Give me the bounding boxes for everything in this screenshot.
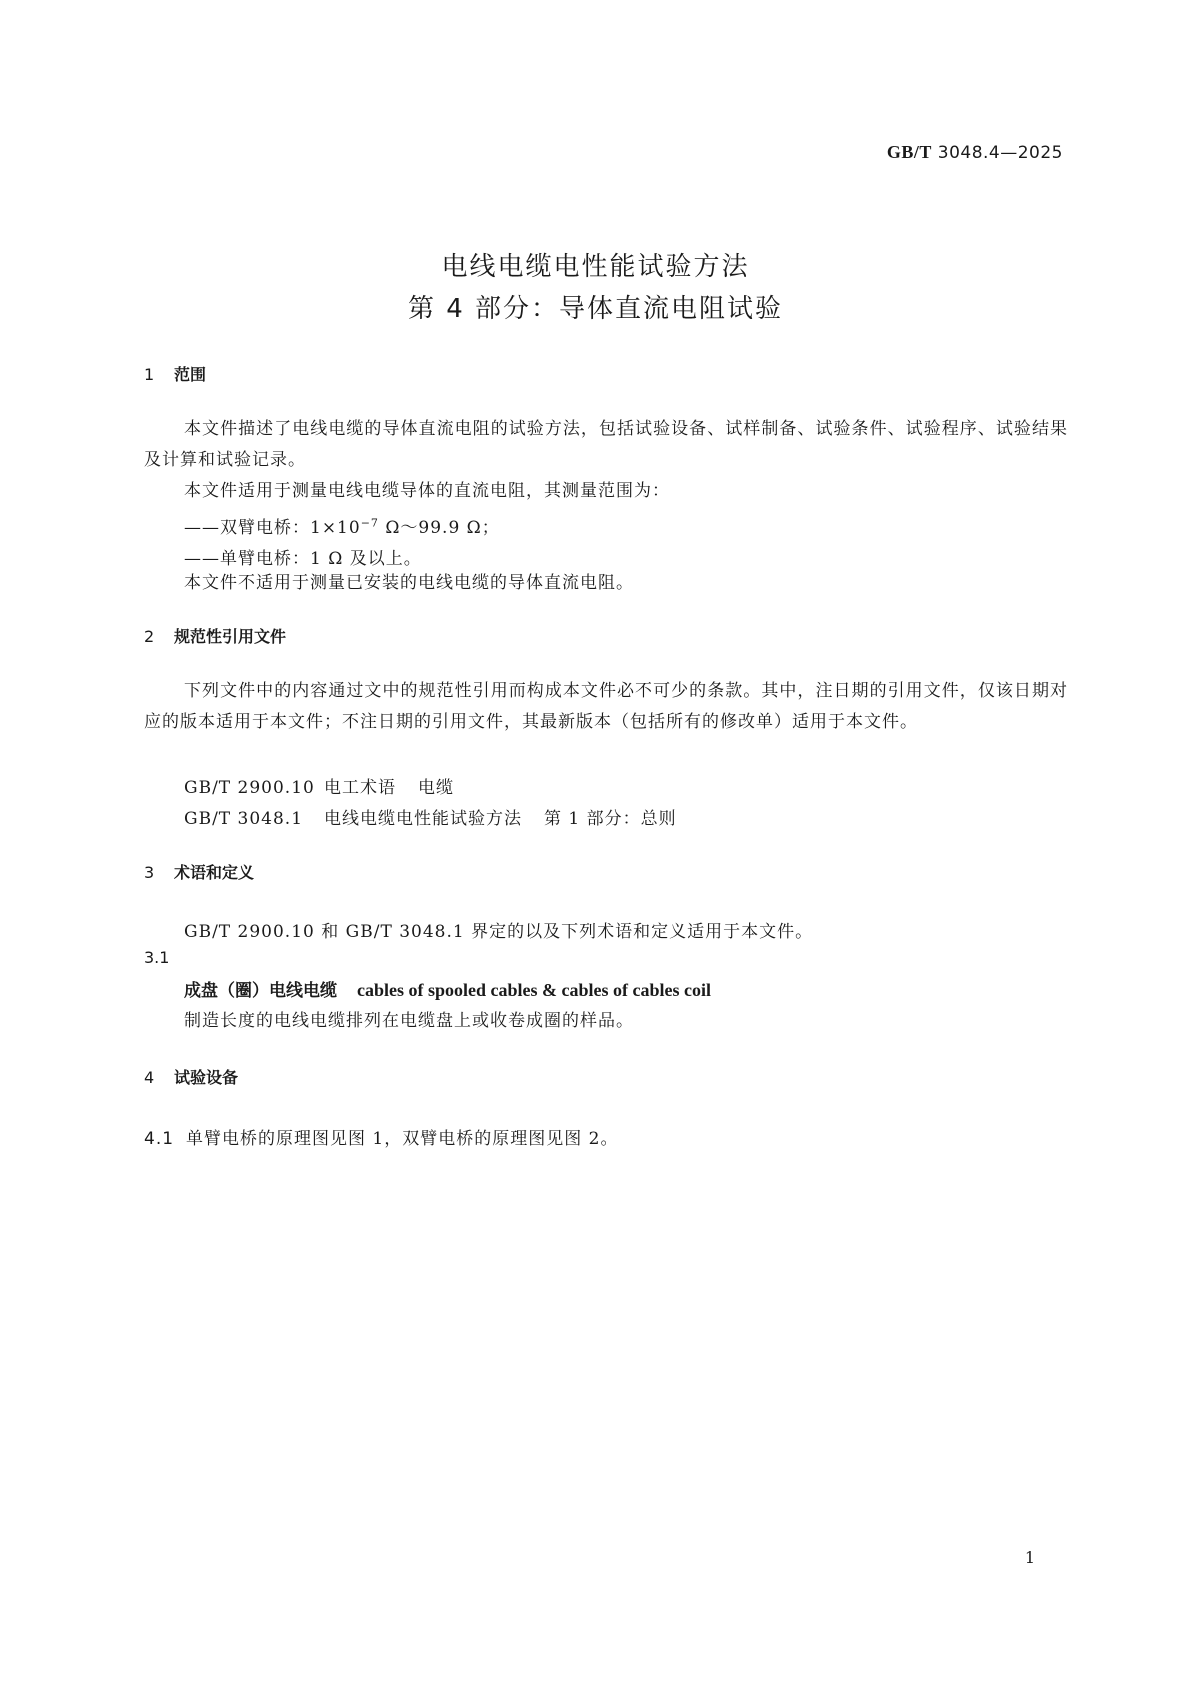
list-item-1-prefix: ——双臂电桥：1×10 [184, 518, 361, 538]
clause-4-1 [144, 1124, 618, 1149]
section-1-title: 范围 [174, 365, 207, 384]
document-title-line2: 第 4 部分：导体直流电阻试验 [407, 294, 784, 324]
section-1-number: 1 [144, 365, 155, 384]
term-number: 3.1 [144, 948, 170, 967]
section-2-title: 规范性引用文件 [174, 627, 287, 646]
section-2-heading [144, 624, 286, 647]
term-english: cables of spooled cables & cables of cables coil [357, 980, 711, 1000]
standard-number: 3048.4—2025 [937, 143, 1063, 163]
term-chinese: 成盘（圈）电线电缆 [184, 981, 337, 1001]
section-4-number: 4 [144, 1068, 155, 1087]
reference-2 [184, 804, 677, 829]
section-1-heading [144, 362, 206, 385]
reference-1 [184, 773, 454, 798]
reference-2-title-b: 第 1 部分：总则 [544, 809, 677, 829]
list-item-1-suffix: Ω～99.9 Ω； [378, 518, 500, 538]
section-3-heading [144, 860, 254, 883]
section-3-title: 术语和定义 [174, 863, 255, 882]
reference-2-title-a: 电线电缆电性能试验方法 [324, 809, 522, 829]
section-2-para-1: 下列文件中的内容通过文中的规范性引用而构成本文件必不可少的条款。其中，注日期的引用文件，仅该日期对应的版本适用于本文件；不注日期的引用文件，其最新版本（包括所有的修改单）适用于本文件。 [144, 681, 1068, 732]
section-4-heading [144, 1065, 238, 1088]
section-1-list-item-2: ——单臂电桥：1 Ω 及以上。 [184, 549, 422, 569]
page-number: 1 [1024, 1548, 1035, 1567]
clause-4-1-number: 4.1 [144, 1129, 175, 1149]
reference-1-title-a: 电工术语 [324, 778, 396, 798]
standard-code [887, 142, 1063, 163]
reference-1-title-b: 电缆 [418, 778, 454, 798]
reference-2-code: GB/T 3048.1 [184, 809, 304, 829]
section-1-list-item-1 [184, 513, 500, 538]
section-2-number: 2 [144, 627, 155, 646]
list-item-1-exponent: −7 [360, 516, 379, 530]
section-1-para-1: 本文件描述了电线电缆的导体直流电阻的试验方法，包括试验设备、试样制备、试验条件、试验程序、试验结果及计算和试验记录。 [144, 419, 1068, 470]
term-definition: 制造长度的电线电缆排列在电缆盘上或收卷成圈的样品。 [184, 1011, 634, 1031]
section-3-number: 3 [144, 863, 155, 882]
term-entry [184, 976, 711, 1001]
reference-1-code: GB/T 2900.10 [184, 778, 315, 798]
section-3-para-1: GB/T 2900.10 和 GB/T 3048.1 界定的以及下列术语和定义适用于本文件。 [184, 922, 814, 942]
standard-prefix: GB/T [886, 142, 932, 162]
clause-4-1-text: 单臂电桥的原理图见图 1，双臂电桥的原理图见图 2。 [186, 1129, 619, 1149]
document-title-line1: 电线电缆电性能试验方法 [441, 252, 750, 282]
section-1-para-2: 本文件适用于测量电线电缆导体的直流电阻，其测量范围为： [184, 481, 670, 501]
section-4-title: 试验设备 [174, 1068, 239, 1087]
section-1-para-3: 本文件不适用于测量已安装的电线电缆的导体直流电阻。 [184, 573, 634, 593]
